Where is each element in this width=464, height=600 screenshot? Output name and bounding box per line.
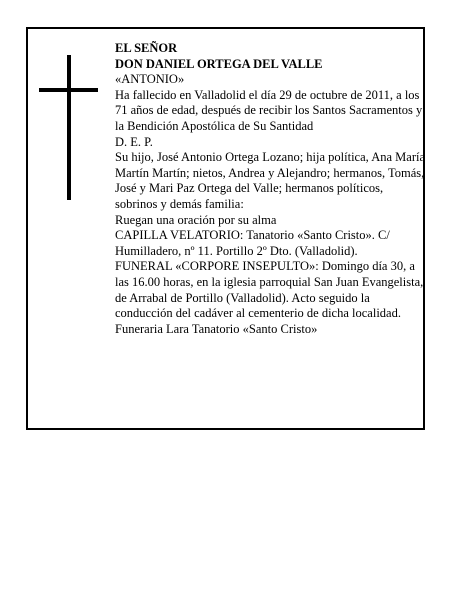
prayer-request: Ruegan una oración por su alma	[115, 212, 277, 227]
deceased-nickname: «ANTONIO»	[115, 72, 185, 87]
funeral-info: FUNERAL «CORPORE INSEPULTO»: Domingo día 30, a las 16.00 horas, en la iglesia parroquial San Juan Evangelista, de Arrabal de Portillo (Valladolid). Acto seguido la conducción del cadáver al cementerio de dicha localidad.	[115, 259, 424, 321]
deceased-name: DON DANIEL ORTEGA DEL VALLE	[115, 56, 323, 71]
chapel-info: CAPILLA VELATORIO: Tanatorio «Santo Cristo». C/ Humilladero, nº 11. Portillo 2º Dto. (Valladolid).	[115, 228, 390, 258]
cross-icon	[39, 55, 98, 200]
notice-title: EL SEÑOR	[115, 41, 178, 55]
obituary-text	[115, 41, 425, 337]
rest-in-peace: D. E. P.	[115, 134, 153, 149]
funeral-home: Funeraria Lara Tanatorio «Santo Cristo»	[115, 321, 318, 336]
cross-vertical-bar	[67, 55, 71, 200]
obituary-notice	[26, 27, 425, 430]
family-list: Su hijo, José Antonio Ortega Lozano; hija política, Ana María Martín Martín; nietos, Andrea y Alejandro; hermanos, Tomás, José y Mari Paz Ortega del Valle; hermanos políticos, sobrinos y demás familia:	[115, 150, 426, 211]
death-details: Ha fallecido en Valladolid el día 29 de octubre de 2011, a los 71 años de edad, después de recibir los Santos Sacramentos y la Bendición Apostólica de Su Santidad	[115, 87, 423, 133]
cross-horizontal-bar	[39, 88, 98, 92]
